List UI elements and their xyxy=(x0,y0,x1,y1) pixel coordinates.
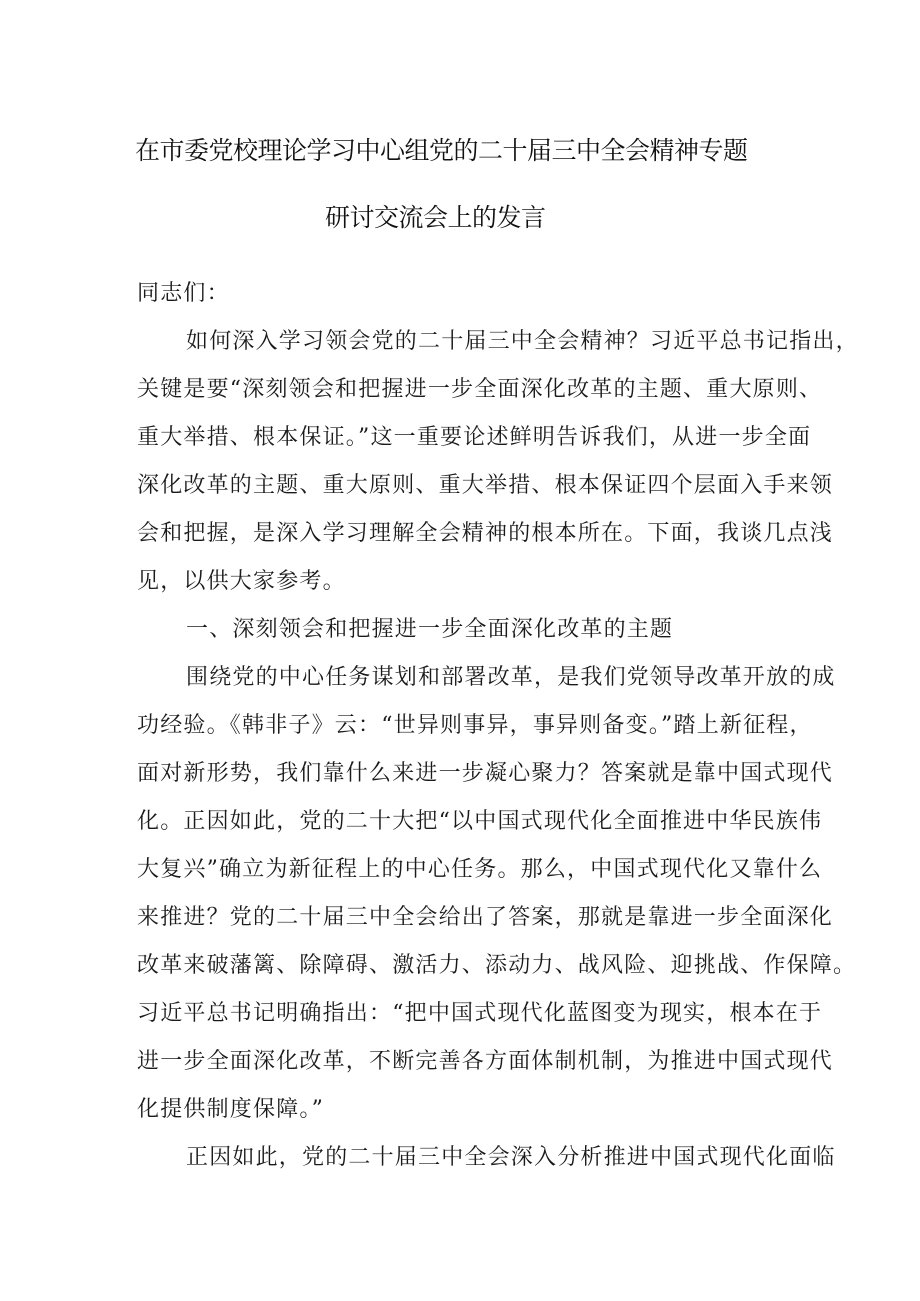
document-title-line-1: 在市委党校理论学习中心组党的二十届三中全会精神专题 xyxy=(135,136,748,165)
paragraph-line: 化提供制度保障。” xyxy=(137,1097,325,1122)
paragraph-line: 改革来破藩篱、除障碍、激活力、添动力、战风险、迎挑战、作保障。 xyxy=(137,953,857,978)
paragraph-line: 深化改革的主题、重大原则、重大举措、根本保证四个层面入手来领 xyxy=(137,473,834,498)
paragraph-line: 大复兴”确立为新征程上的中心任务。那么，中国式现代化又靠什么 xyxy=(137,857,823,882)
paragraph-line: 见，以供大家参考。 xyxy=(137,569,346,594)
section-heading: 一、深刻领会和把握进一步全面深化改革的主题 xyxy=(186,617,674,642)
paragraph-line: 来推进？党的二十届三中全会给出了答案，那就是靠进一步全面深化 xyxy=(137,905,834,930)
paragraph-line: 围绕党的中心任务谋划和部署改革，是我们党领导改革开放的成 xyxy=(186,665,836,690)
paragraph-line: 进一步全面深化改革，不断完善各方面体制机制，为推进中国式现代 xyxy=(137,1049,834,1074)
salutation: 同志们： xyxy=(137,281,230,306)
paragraph-line: 正因如此，党的二十届三中全会深入分析推进中国式现代化面临 xyxy=(186,1145,836,1170)
paragraph-line: 面对新形势，我们靠什么来进一步凝心聚力？答案就是靠中国式现代 xyxy=(137,761,834,786)
paragraph-line: 会和把握，是深入学习理解全会精神的根本所在。下面，我谈几点浅 xyxy=(137,521,834,546)
paragraph-line: 习近平总书记明确指出：“把中国式现代化蓝图变为现实，根本在于 xyxy=(137,1001,823,1026)
paragraph-line: 如何深入学习领会党的二十届三中全会精神？习近平总书记指出， xyxy=(186,329,859,354)
paragraph-line: 化。正因如此，党的二十大把“以中国式现代化全面推进中华民族伟 xyxy=(137,809,823,834)
paragraph-line: 功经验。《韩非子》云：“世异则事异，事异则备变。”踏上新征程， xyxy=(137,713,813,738)
paragraph-line: 重大举措、根本保证。”这一重要论述鲜明告诉我们，从进一步全面 xyxy=(137,425,812,450)
document-title-line-2: 研讨交流会上的发言 xyxy=(325,203,546,232)
paragraph-line: 关键是要“深刻领会和把握进一步全面深化改革的主题、重大原则、 xyxy=(137,377,823,402)
